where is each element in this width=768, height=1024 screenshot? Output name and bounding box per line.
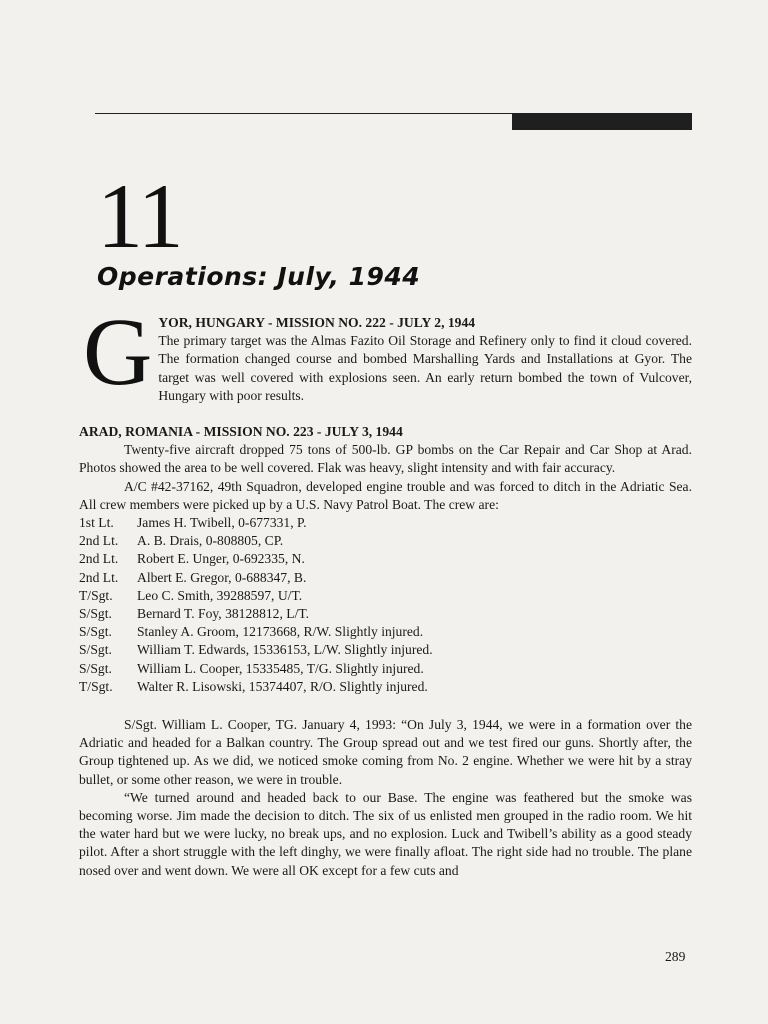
crew-entry: Albert E. Gregor, 0-688347, B. [137,569,307,585]
section-paragraph: A/C #42-37162, 49th Squadron, developed engine trouble and was forced to ditch in the Adriatic Sea. All crew members were picked up by a U.S. Navy Patrol Boat. The crew are: [79,478,692,512]
crew-row [79,641,692,659]
crew-rank: 2nd Lt. [79,551,119,567]
crew-row [79,587,692,605]
header-bar [512,113,692,130]
account-paragraph: S/Sgt. William L. Cooper, TG. January 4, 1993: “On July 3, 1944, we were in a formation over the Adriatic and headed for a Balkan country. The Group spread out and we test fired our guns. Shortly after, the Group tightened up. As we did, we noticed smoke coming from No. 2 engine. Whether we were hit by a stray bullet, or some other reason, we were in trouble. [79,716,692,787]
section-paragraph: The primary target was the Almas Fazito Oil Storage and Refinery only to find it cloud covered. The formation changed course and bombed Marshalling Yards and Installations at Gyor. The target was well covered with explosions seen. An early return bombed the town of Vulcover, Hungary with poor results. [158,333,692,403]
crew-entry: Bernard T. Foy, 38128812, L/T. [137,605,310,621]
section-paragraph: Twenty-five aircraft dropped 75 tons of 500-lb. GP bombs on the Car Repair and Car Shop at Arad. Photos showed the area to be well covered. Flak was heavy, slight intensity and with fair accuracy. [79,442,692,476]
crew-entry: A. B. Drais, 0-808805, CP. [137,533,284,549]
section-arad [79,423,692,514]
crew-row [79,605,692,623]
page-body [79,298,692,880]
crew-row [79,550,692,568]
crew-rank: T/Sgt. [79,678,113,694]
crew-row [79,569,692,587]
crew-entry: Robert E. Unger, 0-692335, N. [137,551,305,567]
page-number: 289 [665,949,686,964]
crew-row [79,660,692,678]
crew-entry: James H. Twibell, 0-677331, P. [137,515,307,531]
crew-entry: Stanley A. Groom, 12173668, R/W. Slightly injured. [137,624,424,640]
section-gyor [79,298,692,405]
crew-row [79,623,692,641]
crew-rank: T/Sgt. [79,587,113,603]
crew-rank: 1st Lt. [79,515,114,531]
crew-rank: S/Sgt. [79,605,112,621]
crew-entry: Walter R. Lisowski, 15374407, R/O. Slightly injured. [137,678,428,694]
crew-rank: 2nd Lt. [79,533,119,549]
chapter-number: 11 [97,165,182,267]
crew-rank: S/Sgt. [79,624,112,640]
crew-rank: S/Sgt. [79,660,112,676]
crew-list [79,514,692,696]
crew-entry: William L. Cooper, 15335485, T/G. Slightly injured. [137,660,424,676]
section-title: YOR, HUNGARY - MISSION NO. 222 - JULY 2, 1944 [158,315,476,330]
crew-row [79,678,692,696]
crew-row [79,532,692,550]
crew-entry: William T. Edwards, 15336153, L/W. Slightly injured. [137,642,433,658]
drop-cap: G [83,298,153,405]
crew-rank: S/Sgt. [79,642,112,658]
account-paragraph: “We turned around and headed back to our Base. The engine was feathered but the smoke was becoming worse. Jim made the decision to ditch. The six of us enlisted men grouped in the radio room. We hit the water hard but we were lucky, no break ups, and no explosion. Luck and Twibell’s ability as a good steady pilot. After a short struggle with the left dinghy, we were finally afloat. The right side had no trouble. The plane nosed over and went down. We were all OK except for a few cuts and [79,789,692,878]
section-title: ARAD, ROMANIA - MISSION NO. 223 - JULY 3, 1944 [79,424,403,440]
crew-entry: Leo C. Smith, 39288597, U/T. [137,587,303,603]
crew-rank: 2nd Lt. [79,569,119,585]
crew-row [79,514,692,532]
chapter-title: Operations: July, 1944 [97,262,421,291]
